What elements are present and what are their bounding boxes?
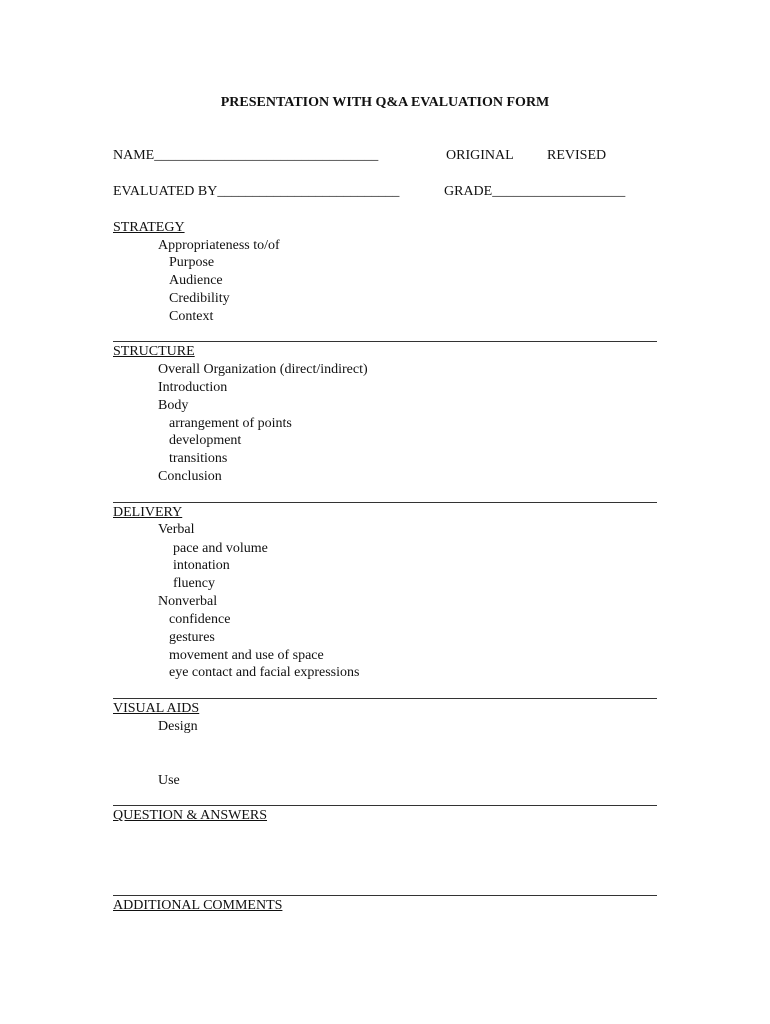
- delivery-subitem: movement and use of space: [169, 648, 324, 663]
- structure-subitem: development: [169, 433, 242, 448]
- delivery-item: Nonverbal: [158, 594, 218, 609]
- delivery-subitem: pace and volume: [173, 541, 268, 556]
- delivery-item: Verbal: [158, 522, 195, 537]
- section-divider: [113, 805, 657, 806]
- delivery-subitem: gestures: [169, 630, 215, 645]
- strategy-subitem: Audience: [169, 273, 223, 288]
- section-divider: [113, 502, 657, 503]
- qa-heading: QUESTION & ANSWERS: [113, 808, 268, 823]
- structure-item: Overall Organization (direct/indirect): [158, 362, 368, 377]
- visual-aids-item: Use: [158, 773, 180, 788]
- strategy-subitem: Purpose: [169, 255, 215, 270]
- section-divider: [113, 341, 657, 342]
- visual-aids-item: Design: [158, 719, 198, 734]
- structure-item: Introduction: [158, 380, 228, 395]
- original-option[interactable]: ORIGINAL: [446, 148, 514, 163]
- section-divider: [113, 895, 657, 896]
- strategy-subitem: Credibility: [169, 291, 230, 306]
- name-field[interactable]: NAME________________________________: [113, 148, 379, 163]
- strategy-heading: STRATEGY: [113, 220, 185, 235]
- evaluated-by-field[interactable]: EVALUATED BY__________________________: [113, 184, 400, 199]
- structure-item: Body: [158, 398, 189, 413]
- section-divider: [113, 698, 657, 699]
- structure-subitem: arrangement of points: [169, 416, 292, 431]
- grade-field[interactable]: GRADE___________________: [444, 184, 626, 199]
- delivery-subitem: intonation: [173, 558, 230, 573]
- page-title: PRESENTATION WITH Q&A EVALUATION FORM: [220, 95, 550, 110]
- delivery-subitem: confidence: [169, 612, 231, 627]
- delivery-subitem: eye contact and facial expressions: [169, 665, 360, 680]
- delivery-heading: DELIVERY: [113, 505, 183, 520]
- structure-item: Conclusion: [158, 469, 222, 484]
- revised-option[interactable]: REVISED: [547, 148, 607, 163]
- structure-heading: STRUCTURE: [113, 344, 195, 359]
- delivery-subitem: fluency: [173, 576, 215, 591]
- strategy-subitem: Context: [169, 309, 214, 324]
- strategy-item: Appropriateness to/of: [158, 238, 280, 253]
- visual-aids-heading: VISUAL AIDS: [113, 701, 200, 716]
- comments-heading: ADDITIONAL COMMENTS: [113, 898, 283, 913]
- structure-subitem: transitions: [169, 451, 228, 466]
